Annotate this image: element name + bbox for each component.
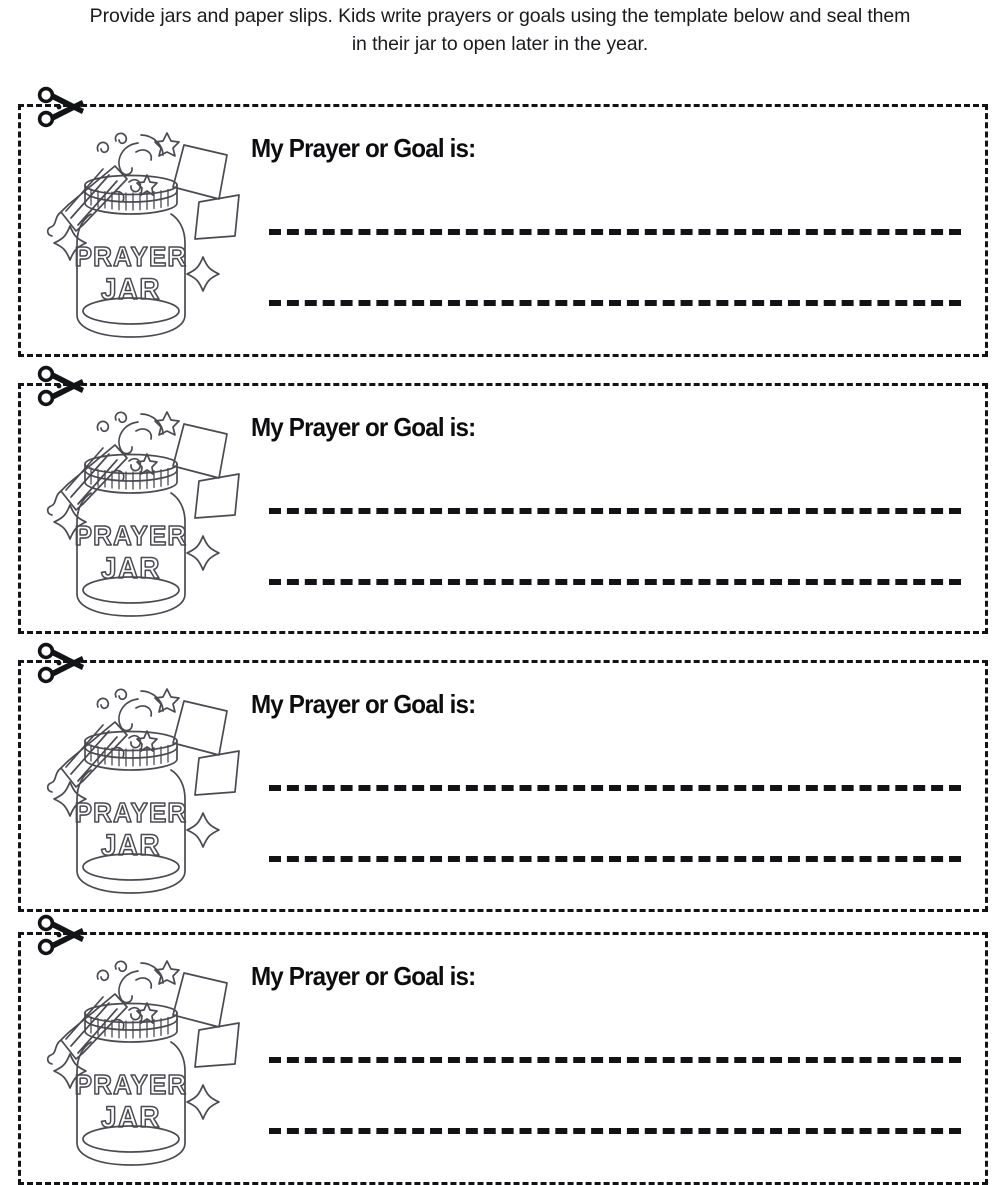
svg-text:JAR: JAR (100, 273, 161, 307)
cut-card-2[interactable] (18, 383, 988, 634)
svg-text:JAR: JAR (100, 829, 161, 863)
svg-text:JAR: JAR (100, 552, 161, 586)
writing-line-1[interactable] (269, 785, 961, 791)
card-content-2 (251, 386, 985, 631)
svg-text:JAR: JAR (100, 1101, 161, 1135)
instructions-text: Provide jars and paper slips. Kids write prayers or goals using the template below and seal them in their jar to open later in the year. (89, 5, 911, 55)
writing-line-1[interactable] (269, 229, 961, 235)
cut-card-1[interactable] (18, 104, 988, 357)
cut-card-3[interactable] (18, 660, 988, 912)
prayer-jar-illustration (43, 947, 243, 1172)
svg-text:PRAYER: PRAYER (74, 797, 188, 829)
prayer-jar-illustration (43, 675, 243, 900)
cut-card-4[interactable] (18, 932, 988, 1185)
card-content-4 (251, 935, 985, 1182)
prompt-label: My Prayer or Goal is: (251, 961, 476, 991)
card-content-3 (251, 663, 985, 909)
prayer-jar-illustration (43, 119, 243, 344)
prompt-label: My Prayer or Goal is: (251, 412, 476, 442)
writing-line-2[interactable] (269, 579, 961, 585)
svg-text:PRAYER: PRAYER (74, 520, 188, 552)
writing-line-2[interactable] (269, 300, 961, 306)
svg-text:PRAYER: PRAYER (74, 1069, 188, 1101)
prompt-label: My Prayer or Goal is: (251, 689, 476, 719)
card-content-1 (251, 107, 985, 354)
writing-line-1[interactable] (269, 1057, 961, 1063)
writing-line-2[interactable] (269, 1128, 961, 1134)
writing-line-1[interactable] (269, 508, 961, 514)
prayer-jar-illustration (43, 398, 243, 623)
svg-text:PRAYER: PRAYER (74, 241, 188, 273)
prompt-label: My Prayer or Goal is: (251, 133, 476, 163)
writing-line-2[interactable] (269, 856, 961, 862)
